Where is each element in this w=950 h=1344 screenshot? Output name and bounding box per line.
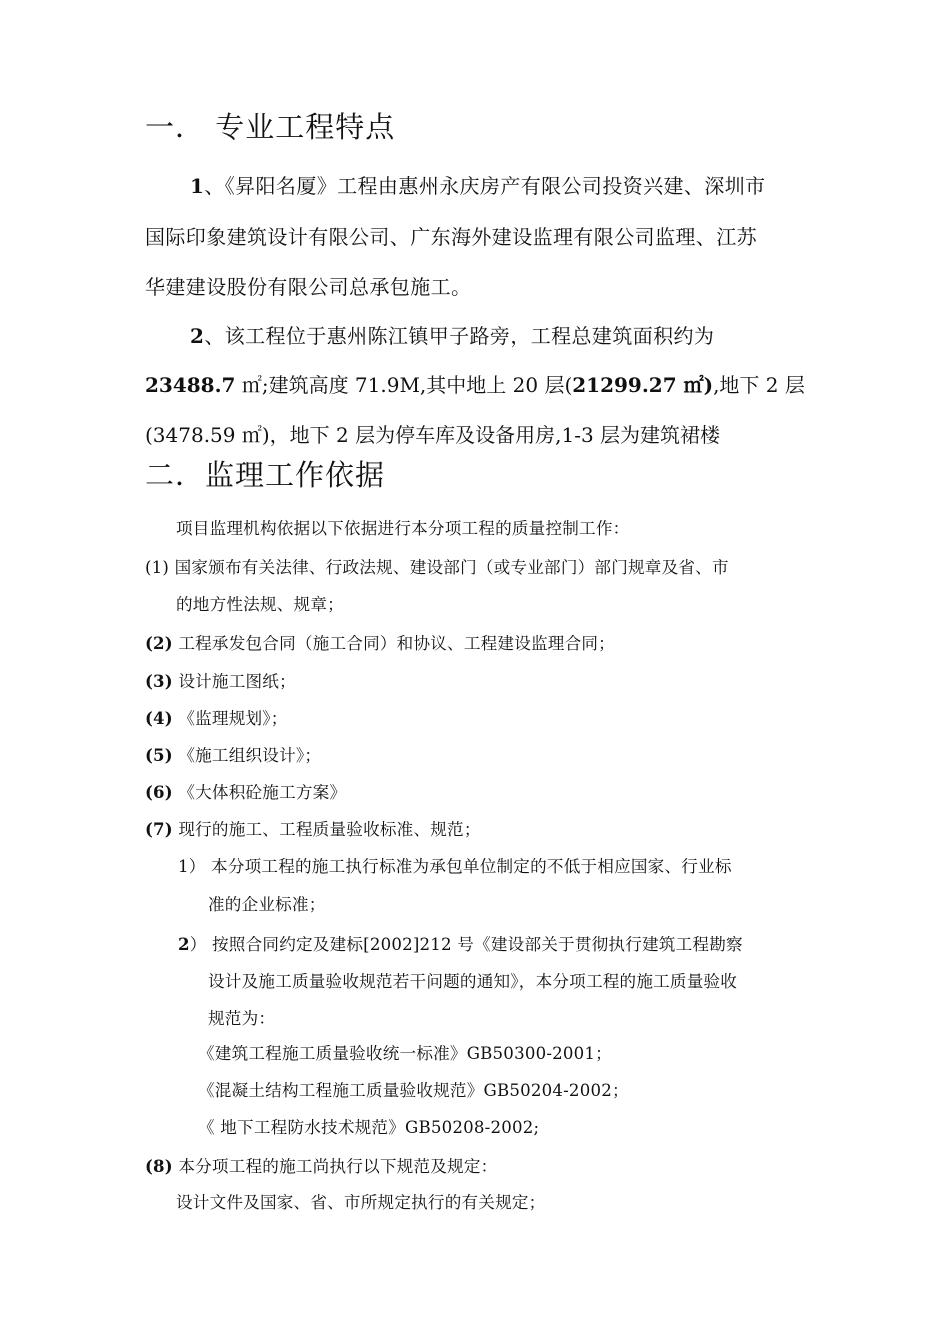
section-2-heading: 二．监理工作依据 [145, 458, 386, 492]
basis-sub-item-2-line-3: 规范为： [208, 1009, 276, 1028]
basis-item-7: (7) 现行的施工、工程质量验收标准、规范； [145, 819, 481, 839]
section-1-item-1-line-1: 1、《昇阳名厦》工程由惠州永庆房产有限公司投资兴建、深圳市 [190, 174, 766, 198]
basis-sub-item-1-line-2: 准的企业标准； [208, 895, 326, 914]
basis-item-5: (5) 《施工组织设计》； [145, 745, 322, 765]
standard-gb50300: 《建筑工程施工质量验收统一标准》GB50300-2001； [198, 1044, 612, 1063]
section-1-item-2-line-1: 2、该工程位于惠州陈江镇甲子路旁，工程总建筑面积约为 [190, 324, 715, 348]
basis-item-8: (8) 本分项工程的施工尚执行以下规范及规定： [145, 1156, 498, 1176]
basis-item-8-line-2: 设计文件及国家、省、市所规定执行的有关规定； [176, 1193, 546, 1212]
basis-sub-item-1-line-1: 1） 本分项工程的施工执行标准为承包单位制定的不低于相应国家、行业标 [178, 857, 732, 876]
basis-item-6: (6) 《大体积砼施工方案》 [145, 782, 347, 802]
section-1-heading: 一． 专业工程特点 [145, 110, 396, 144]
standard-gb50204: 《混凝土结构工程施工质量验收规范》GB50204-2002； [198, 1081, 629, 1100]
section-1-item-1-line-3: 华建建设股份有限公司总承包施工。 [145, 275, 472, 299]
section-2-intro: 项目监理机构依据以下依据进行本分项工程的质量控制工作： [176, 519, 630, 538]
basis-item-4: (4) 《监理规划》； [145, 708, 288, 728]
section-1-item-2-line-3: (3478.59 ㎡)，地下 2 层为停车库及设备用房,1-3 层为建筑裙楼 [145, 423, 721, 447]
basis-item-3: (3) 设计施工图纸； [145, 671, 296, 691]
basis-sub-item-2-line-2: 设计及施工质量验收规范若干问题的通知》，本分项工程的施工质量验收 [208, 972, 738, 991]
section-1-item-1-line-2: 国际印象建筑设计有限公司、广东海外建设监理有限公司监理、江苏 [145, 225, 757, 249]
basis-item-2: (2) 工程承发包合同（施工合同）和协议、工程建设监理合同； [145, 633, 615, 653]
standard-gb50208: 《 地下工程防水技术规范》GB50208-2002; [198, 1118, 540, 1137]
basis-item-1-line-2: 的地方性法规、规章； [176, 595, 344, 614]
basis-item-1-line-1: (1) 国家颁布有关法律、行政法规、建设部门（或专业部门）部门规章及省、市 [145, 558, 729, 577]
section-1-item-2-line-2: 23488.7 ㎡;建筑高度 71.9M,其中地上 20 层(21299.27 ㎡),地下 2 层 [145, 373, 805, 397]
basis-sub-item-2-line-1: 2） 按照合同约定及建标[2002]212 号《建设部关于贯彻执行建筑工程勘察 [178, 934, 743, 954]
